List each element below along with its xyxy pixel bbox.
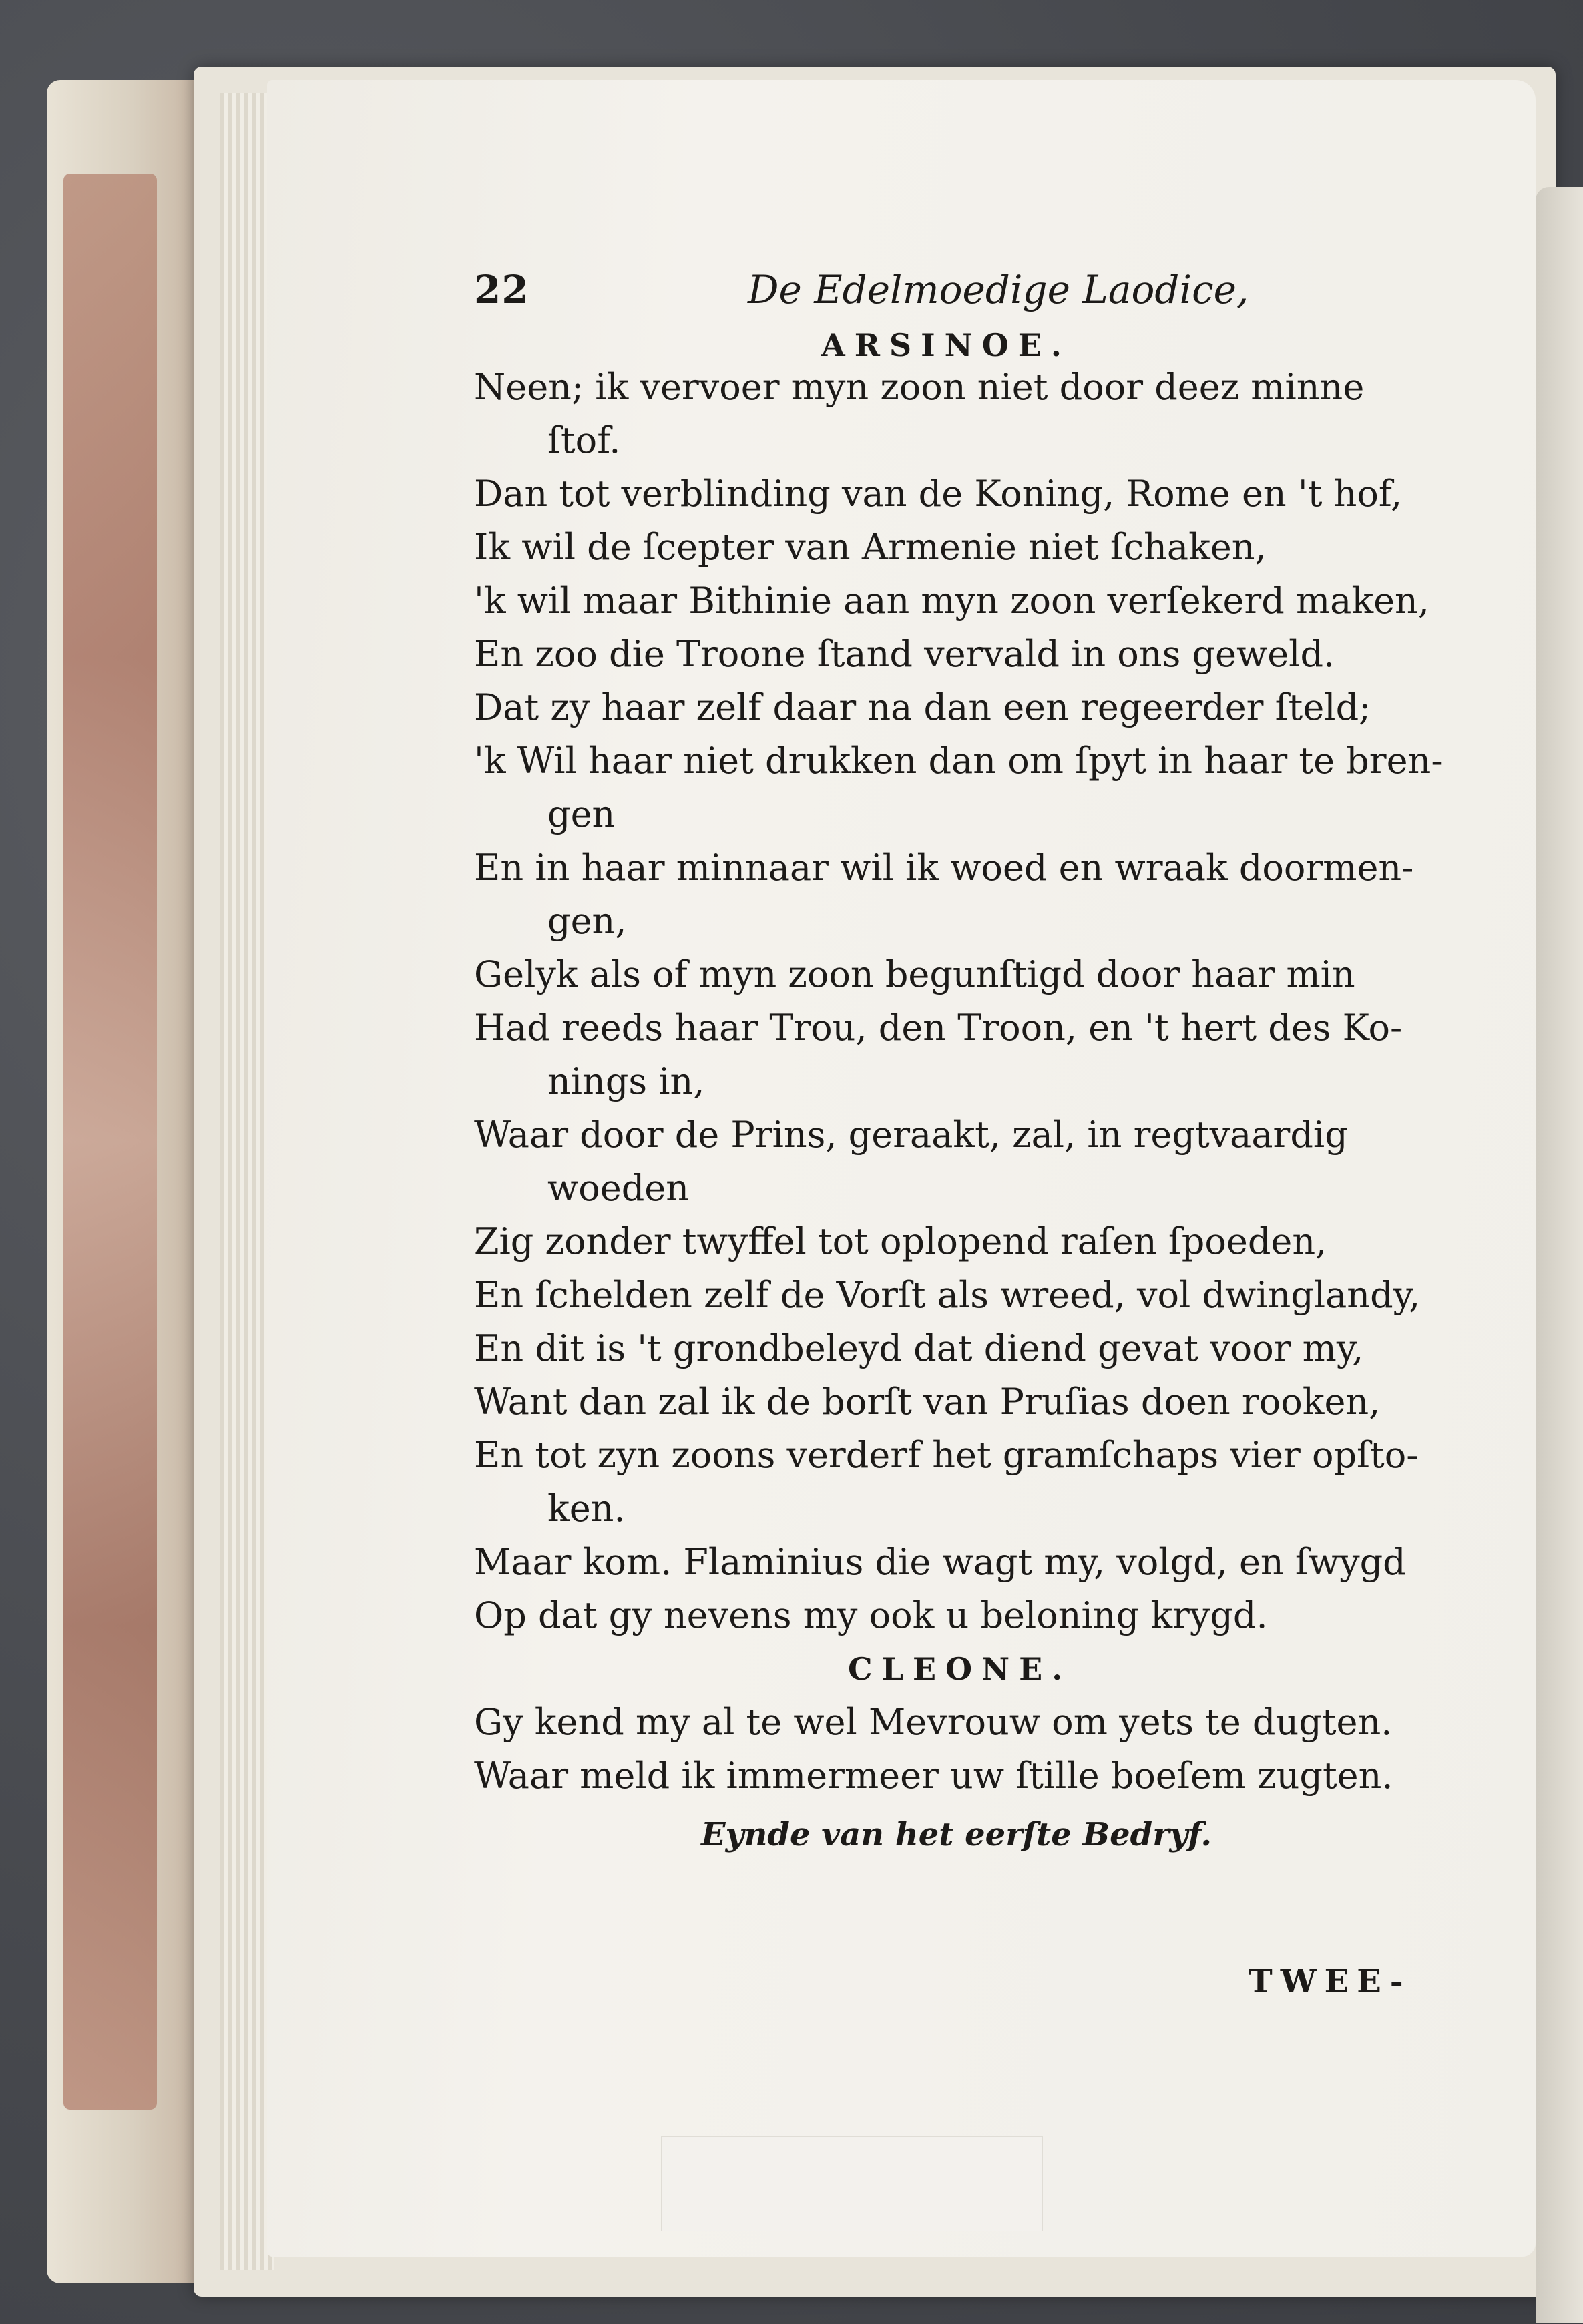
verse-line: Gy kend my al te wel Mevrouw om yets te dugten. bbox=[474, 1701, 1393, 1743]
marbled-cover bbox=[63, 174, 157, 2110]
verse-block-first bbox=[474, 361, 1516, 1803]
catchword: TWEE- bbox=[1249, 1963, 1411, 2000]
verse-line: 'k wil maar Bithinie aan myn zoon verſekerd maken, bbox=[474, 579, 1429, 622]
facing-page-sliver bbox=[1536, 187, 1583, 2323]
verse-line: ſtof. bbox=[547, 419, 621, 461]
verse-line: Want dan zal ik de borſt van Pruſias doen rooken, bbox=[474, 1381, 1381, 1423]
verse-line: En ſchelden zelf de Vorſt als wreed, vol dwinglandy, bbox=[474, 1274, 1421, 1316]
library-label bbox=[661, 2136, 1043, 2231]
verse-line: Gelyk als of myn zoon begunſtigd door haar min bbox=[474, 953, 1355, 995]
verse-line: Op dat gy nevens my ook u beloning krygd. bbox=[474, 1594, 1268, 1636]
verse-line: En dit is 't grondbeleyd dat diend gevat voor my, bbox=[474, 1327, 1364, 1369]
verse-line: ken. bbox=[547, 1487, 626, 1530]
page-edges bbox=[220, 93, 274, 2270]
speaker-arsinoe: ARSINOE. bbox=[821, 327, 1071, 363]
verse-line: Waar door de Prins, geraakt, zal, in regtvaardig bbox=[474, 1114, 1348, 1156]
verse-line: En in haar minnaar wil ik woed en wraak doormen- bbox=[474, 847, 1414, 889]
verse-line: Zig zonder twyffel tot oplopend raſen ſpoeden, bbox=[474, 1220, 1327, 1262]
verse-line: nings in, bbox=[547, 1060, 705, 1102]
verse-line: En zoo die Troone ſtand vervald in ons geweld. bbox=[474, 633, 1335, 675]
speaker-cleone: CLEONE. bbox=[848, 1651, 1072, 1687]
act-end-note: Eynde van het eerſte Bedryf. bbox=[701, 1816, 1212, 1853]
verse-line: 'k Wil haar niet drukken dan om ſpyt in haar te bren- bbox=[474, 740, 1443, 782]
verse-line: gen, bbox=[547, 900, 627, 942]
verse-line: woeden bbox=[547, 1167, 689, 1209]
verse-line: Ik wil de ſcepter van Armenie niet ſchaken, bbox=[474, 526, 1267, 568]
verse-line: Waar meld ik immermeer uw ſtille boeſem zugten. bbox=[474, 1755, 1393, 1797]
page-number: 22 bbox=[474, 267, 529, 312]
page-header bbox=[474, 267, 1502, 320]
verse-line: En tot zyn zoons verderf het gramſchaps vier opſto- bbox=[474, 1434, 1419, 1476]
verse-line: Dan tot verblinding van de Koning, Rome en 't hof, bbox=[474, 473, 1403, 515]
verse-line: gen bbox=[547, 793, 616, 835]
verse-line: Maar kom. Flaminius die wagt my, volgd, en ſwygd bbox=[474, 1541, 1406, 1583]
running-title: De Edelmoedige Laodice, bbox=[748, 267, 1249, 312]
verse-line: Dat zy haar zelf daar na dan een regeerder ſteld; bbox=[474, 686, 1371, 728]
verse-line: Neen; ik vervoer myn zoon niet door deez minne bbox=[474, 366, 1365, 408]
verse-line: Had reeds haar Trou, den Troon, en 't hert des Ko- bbox=[474, 1007, 1403, 1049]
